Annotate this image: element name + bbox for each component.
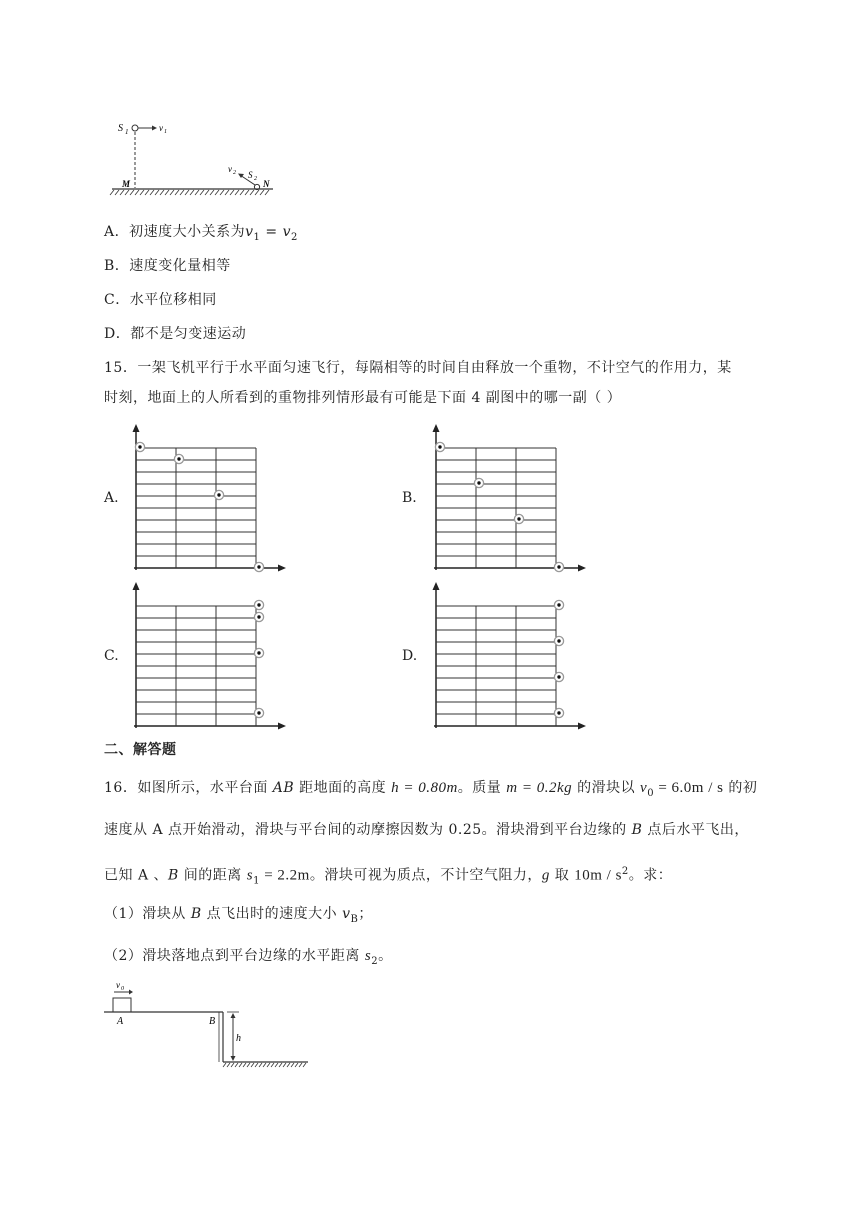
a-label: A	[117, 1016, 124, 1027]
q16-part2: （2）滑块落地点到平台边缘的水平距离 $s_2$。	[104, 948, 393, 967]
falling-object-4	[254, 708, 263, 717]
falling-object-3	[514, 514, 523, 523]
falling-object-1	[254, 600, 263, 609]
q14-option-b: B．速度变化量相等	[104, 258, 231, 274]
q16-figure	[102, 978, 314, 1074]
s1-label: S	[118, 123, 123, 134]
falling-object-1	[435, 442, 444, 451]
v1-label: v	[159, 123, 163, 133]
q15-option-d-label: D.	[402, 648, 418, 664]
q15-option-a-label: A.	[104, 490, 119, 506]
falling-object-2	[174, 454, 183, 463]
m-label: M	[122, 179, 131, 189]
v0-label: v	[116, 980, 120, 990]
slider-block	[113, 998, 131, 1012]
q16-line1: 16．如图所示，水平台面 AB 距地面的高度 h = 0.80m。质量 m = 0.2kg 的滑块以 $v_0 = 6.0m / s$ 的初	[104, 780, 758, 799]
falling-object-2	[474, 478, 483, 487]
q16-line3: 已知 A 、B 间的距离 $s_1 = 2.2m$。滑块可视为质点，不计空气阻力，g 取 $10m / s^2$。求：	[104, 866, 673, 887]
s1-ball	[132, 125, 138, 131]
q15-option-c-label: C.	[104, 648, 119, 664]
section-title: 二、解答题	[104, 742, 177, 758]
q14-option-c: C．水平位移相同	[104, 292, 217, 308]
q15-grid-a	[122, 422, 292, 574]
q14-option-d: D．都不是匀变速运动	[104, 326, 247, 342]
falling-object-3	[214, 490, 223, 499]
falling-object-1	[554, 600, 563, 609]
q16-line2: 速度从 A 点开始滑动，滑块与平台间的动摩擦因数为 0.25。滑块滑到平台边缘的 B 点后水平飞出，	[104, 822, 749, 838]
falling-object-3	[254, 648, 263, 657]
falling-object-4	[554, 562, 563, 571]
h-label: h	[236, 1033, 241, 1044]
q15-option-b-label: B.	[402, 490, 417, 506]
b-label: B	[209, 1016, 216, 1027]
q14-option-a: A．初速度大小关系为$v_1 = v_2$	[104, 224, 298, 243]
falling-object-2	[254, 612, 263, 621]
svg-text:0: 0	[121, 986, 124, 992]
q15-stem-line1: 15．一架飞机平行于水平面匀速飞行，每隔相等的时间自由释放一个重物，不计空气的作用力，某	[104, 360, 732, 376]
s2-label: S	[248, 170, 253, 180]
q15-grid-d	[422, 580, 592, 732]
q15-grid-c	[122, 580, 292, 732]
v2-label: v	[228, 164, 232, 174]
q15-grid-b	[422, 422, 592, 574]
q15-stem-line2: 时刻，地面上的人所看到的重物排列情形最有可能是下面 4 副图中的哪一副（ ）	[104, 390, 622, 406]
svg-text:1: 1	[125, 128, 129, 136]
q14-figure	[108, 112, 278, 202]
svg-text:2: 2	[254, 176, 257, 182]
svg-text:2: 2	[233, 170, 236, 176]
falling-object-2	[554, 636, 563, 645]
falling-object-4	[554, 708, 563, 717]
falling-object-4	[254, 562, 263, 571]
falling-object-3	[554, 672, 563, 681]
falling-object-1	[135, 442, 144, 451]
q16-part1: （1）滑块从 B 点飞出时的速度大小 $v_B$；	[104, 906, 373, 925]
n-label: N	[263, 179, 270, 189]
svg-text:1: 1	[164, 129, 167, 135]
q14-option-a-text: A．初速度大小关系为	[104, 224, 246, 240]
